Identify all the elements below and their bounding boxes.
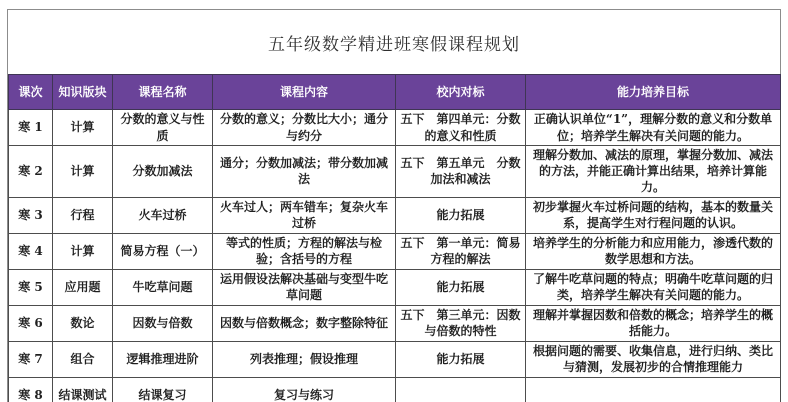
cell-course-name: 因数与倍数: [113, 305, 213, 341]
cell-module: 组合: [53, 341, 113, 377]
course-table: [8, 74, 781, 402]
column-header-lesson: 课次: [9, 75, 53, 110]
table-row: [9, 269, 781, 305]
cell-course-name: 火车过桥: [113, 197, 213, 233]
cell-module: 计算: [53, 110, 113, 146]
header-row: [9, 75, 781, 110]
cell-course-content: 等式的性质；方程的解法与检验；含括号的方程: [213, 233, 396, 269]
cell-ability-goal: 理解并掌握因数和倍数的概念；培养学生的概括能力。: [526, 305, 781, 341]
cell-course-name: 牛吃草问题: [113, 269, 213, 305]
cell-ability-goal: [526, 377, 781, 402]
cell-module: 计算: [53, 233, 113, 269]
cell-lesson: 寒 3: [9, 197, 53, 233]
cell-school-benchmark: 五下 第五单元 分数加法和减法: [396, 146, 526, 198]
cell-course-content: 分数的意义；分数比大小；通分与约分: [213, 110, 396, 146]
table-row: [9, 341, 781, 377]
table-row: [9, 305, 781, 341]
cell-school-benchmark: 五下 第三单元：因数与倍数的特性: [396, 305, 526, 341]
cell-ability-goal: 根据问题的需要、收集信息，进行归纳、类比与猜测，发展初步的合情推理能力: [526, 341, 781, 377]
column-header-course-content: 课程内容: [213, 75, 396, 110]
table-row: [9, 110, 781, 146]
cell-lesson: 寒 7: [9, 341, 53, 377]
cell-ability-goal: 了解牛吃草问题的特点；明确牛吃草问题的归类，培养学生解决有关问题的能力。: [526, 269, 781, 305]
cell-module: 行程: [53, 197, 113, 233]
cell-course-content: 火车过人；两车错车；复杂火车过桥: [213, 197, 396, 233]
cell-course-name: 简易方程（一）: [113, 233, 213, 269]
cell-module: 结课测试: [53, 377, 113, 402]
column-header-school-benchmark: 校内对标: [396, 75, 526, 110]
course-plan-sheet: [7, 9, 781, 402]
cell-lesson: 寒 4: [9, 233, 53, 269]
title-band: [8, 10, 780, 74]
cell-module: 数论: [53, 305, 113, 341]
column-header-course-name: 课程名称: [113, 75, 213, 110]
cell-ability-goal: 理解分数加、减法的原理，掌握分数加、减法的方法，并能正确计算出结果，培养计算能力。: [526, 146, 781, 198]
cell-lesson: 寒 5: [9, 269, 53, 305]
column-header-module: 知识版块: [53, 75, 113, 110]
cell-school-benchmark: 五下 第四单元：分数的意义和性质: [396, 110, 526, 146]
cell-lesson: 寒 1: [9, 110, 53, 146]
cell-ability-goal: 正确认识单位“1”，理解分数的意义和分数单位；培养学生解决有关问题的能力。: [526, 110, 781, 146]
page-title: 五年级数学精进班寒假课程规划: [268, 34, 520, 55]
table-row: [9, 197, 781, 233]
cell-course-name: 逻辑推理进阶: [113, 341, 213, 377]
cell-course-content: 通分；分数加减法；带分数加减法: [213, 146, 396, 198]
cell-lesson: 寒 2: [9, 146, 53, 198]
cell-school-benchmark: 能力拓展: [396, 269, 526, 305]
table-row: [9, 233, 781, 269]
cell-course-name: 分数的意义与性质: [113, 110, 213, 146]
cell-school-benchmark: 能力拓展: [396, 341, 526, 377]
cell-school-benchmark: 能力拓展: [396, 197, 526, 233]
table-row: [9, 377, 781, 402]
cell-ability-goal: 初步掌握火车过桥问题的结构，基本的数量关系，提高学生对行程问题的认识。: [526, 197, 781, 233]
cell-school-benchmark: [396, 377, 526, 402]
cell-school-benchmark: 五下 第一单元：简易方程的解法: [396, 233, 526, 269]
cell-lesson: 寒 8: [9, 377, 53, 402]
cell-course-content: 列表推理；假设推理: [213, 341, 396, 377]
column-header-ability-goal: 能力培养目标: [526, 75, 781, 110]
cell-course-content: 因数与倍数概念；数字整除特征: [213, 305, 396, 341]
table-row: [9, 146, 781, 198]
cell-module: 应用题: [53, 269, 113, 305]
cell-course-name: 分数加减法: [113, 146, 213, 198]
cell-course-content: 运用假设法解决基础与变型牛吃草问题: [213, 269, 396, 305]
cell-ability-goal: 培养学生的分析能力和应用能力，渗透代数的数学思想和方法。: [526, 233, 781, 269]
cell-course-content: 复习与练习: [213, 377, 396, 402]
cell-module: 计算: [53, 146, 113, 198]
cell-lesson: 寒 6: [9, 305, 53, 341]
cell-course-name: 结课复习: [113, 377, 213, 402]
